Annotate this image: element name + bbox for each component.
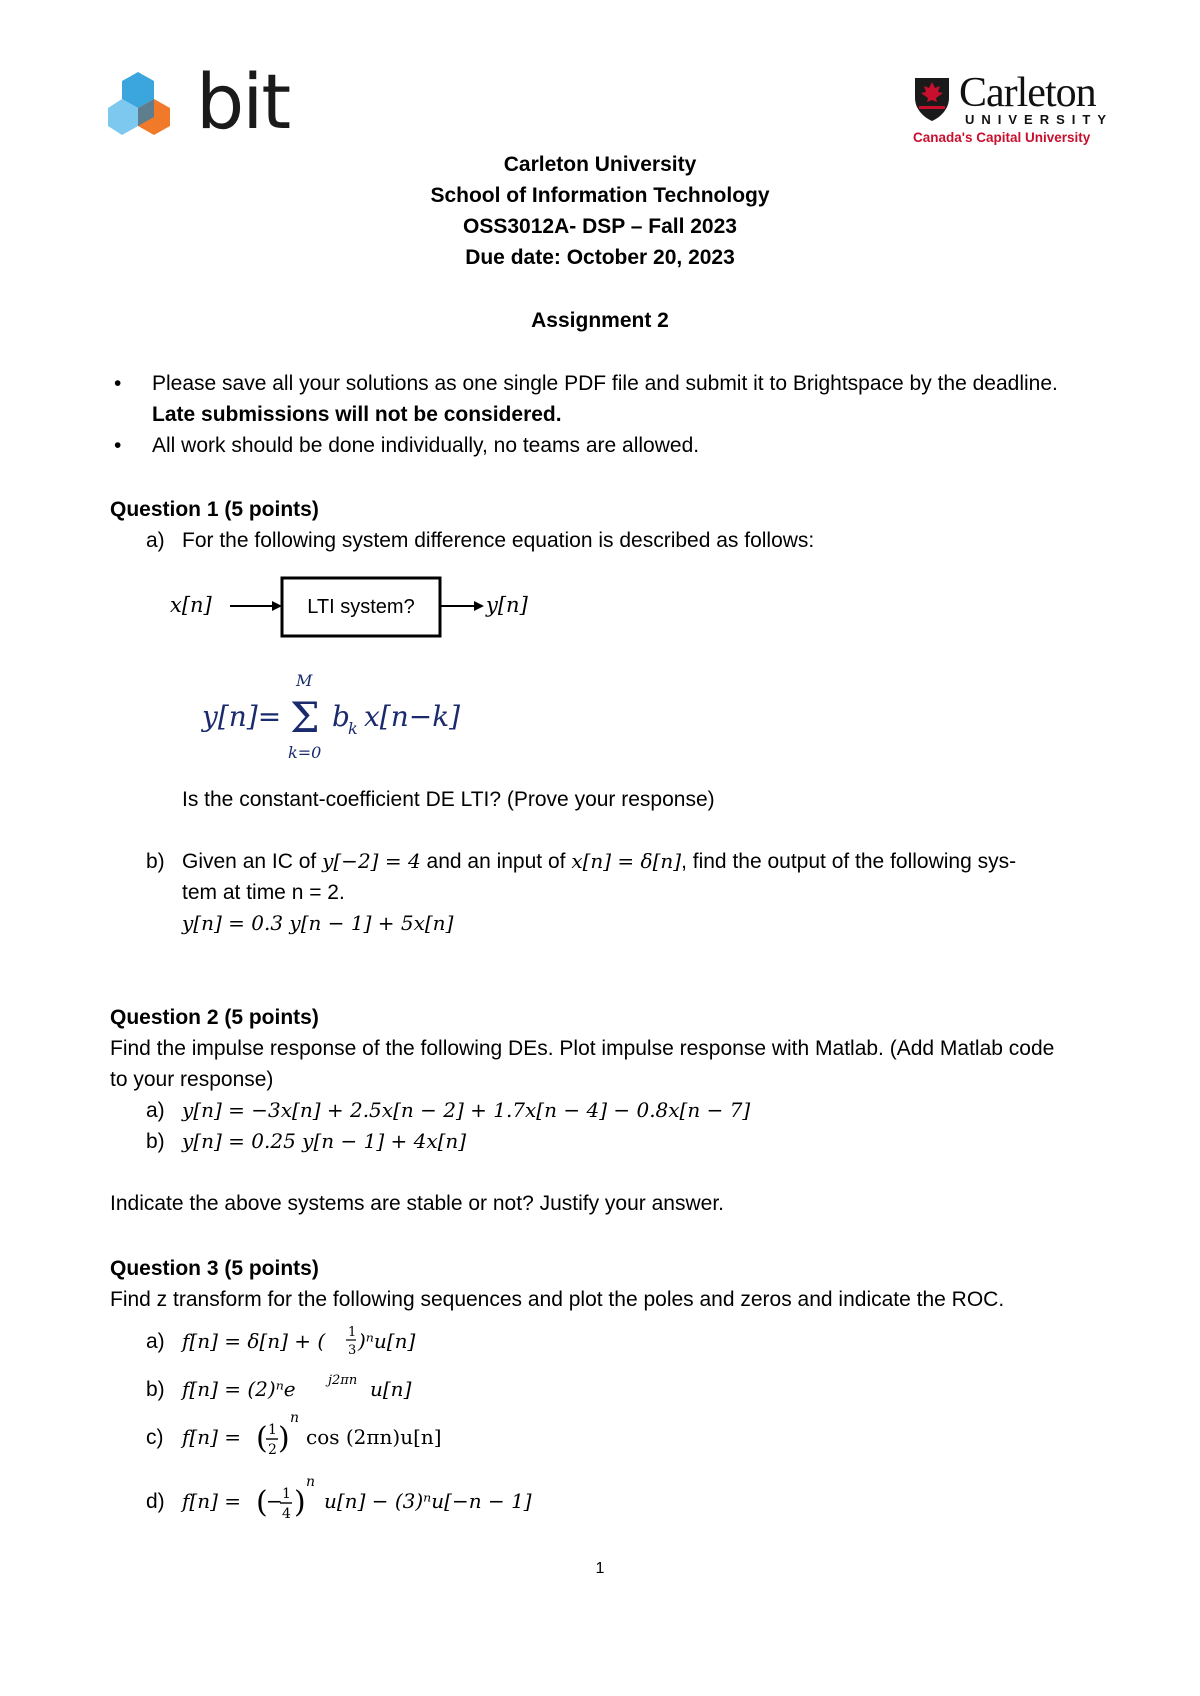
frac-d-den: 4 bbox=[282, 1506, 291, 1522]
part-label: b) bbox=[146, 850, 165, 873]
diagram-box-label: LTI system? bbox=[307, 596, 415, 618]
part-text: , find the output of the following sys- bbox=[681, 850, 1017, 873]
due-date: Due date: October 20, 2023 bbox=[465, 246, 735, 269]
svg-text:(: ( bbox=[256, 1485, 268, 1520]
part-label: b) bbox=[146, 1130, 165, 1153]
frac-a-num: 1 bbox=[348, 1325, 357, 1340]
eq-upper-limit: M bbox=[296, 671, 313, 690]
eq-c-pre: f[n] = bbox=[182, 1425, 242, 1449]
question-1 bbox=[110, 494, 1110, 556]
z-transform-items bbox=[110, 1318, 710, 1548]
instruction-late-note: Late submissions will not be considered. bbox=[152, 403, 562, 426]
power-d: n bbox=[306, 1474, 316, 1490]
eq-coef: b bbox=[332, 700, 350, 733]
instruction-text: Please save all your solutions as one single PDF file and submit it to Brightspace by the deadline. bbox=[152, 372, 1058, 395]
svg-text:): ) bbox=[294, 1485, 306, 1520]
instructions-list bbox=[110, 368, 1110, 461]
power-c: n bbox=[290, 1410, 300, 1426]
stability-question: Indicate the above systems are stable or not? Justify your answer. bbox=[110, 1192, 724, 1215]
eq-a-pre: f[n] = δ[n] + ( bbox=[182, 1329, 326, 1353]
sigma-icon: Σ bbox=[290, 693, 320, 742]
frac-a-den: 3 bbox=[348, 1343, 357, 1358]
eq-a-post: )ⁿu[n] bbox=[358, 1329, 416, 1353]
frac-d-num: 1 bbox=[282, 1486, 291, 1502]
frac-c-num: 1 bbox=[268, 1422, 277, 1438]
diagram-input-label: x[n] bbox=[170, 593, 212, 617]
eq-rhs: x[n−k] bbox=[364, 700, 461, 733]
eq-lower-limit: k=0 bbox=[288, 743, 322, 762]
difference-equation: y[n] = −3x[n] + 2.5x[n − 2] + 1.7x[n − 4] − 0.8x[n − 7] bbox=[182, 1098, 751, 1122]
svg-text:(: ( bbox=[256, 1421, 268, 1456]
bit-logo-text: bit bbox=[196, 57, 290, 146]
eq-c-post: cos (2πn)u[n] bbox=[306, 1425, 442, 1449]
instruction-item: • Please save all your solutions as one single PDF file and submit it to Brightspace by the deadline. Late submissions will not be considered. bbox=[114, 372, 1058, 426]
question-1a-prompt bbox=[110, 784, 1110, 815]
difference-equation: y[n] = 0.3 y[n − 1] + 5x[n] bbox=[182, 911, 454, 935]
diagram-output-label: y[n] bbox=[486, 593, 528, 617]
question-heading: Question 3 (5 points) bbox=[110, 1257, 319, 1280]
part-label: a) bbox=[146, 1330, 165, 1353]
frac-c-den: 2 bbox=[268, 1442, 277, 1458]
university-name: Carleton University bbox=[503, 153, 697, 176]
question-text: Find z transform for the following sequences and plot the poles and zeros and indicate the ROC. bbox=[110, 1288, 1005, 1311]
carleton-logo bbox=[913, 70, 1114, 154]
instruction-item: • All work should be done individually, no teams are allowed. bbox=[114, 434, 700, 457]
part-label: b) bbox=[146, 1378, 165, 1401]
frac-d-sign: − bbox=[266, 1489, 283, 1513]
part-text: For the following system difference equation is described as follows: bbox=[182, 529, 815, 552]
carleton-tagline: Canada's Capital University bbox=[913, 130, 1091, 145]
carleton-wordmark: Carleton bbox=[959, 70, 1096, 116]
eq-b-tail: u[n] bbox=[370, 1377, 412, 1401]
question-2 bbox=[110, 1002, 1110, 1219]
school-name: School of Information Technology bbox=[430, 184, 770, 207]
question-text: Find the impulse response of the following DEs. Plot impulse response with Matlab. (Add Matlab code bbox=[110, 1037, 1055, 1060]
eq-d-post: u[n] − (3)ⁿu[−n − 1] bbox=[324, 1489, 532, 1513]
course-name: OSS3012A- DSP – Fall 2023 bbox=[463, 215, 737, 238]
part-label: a) bbox=[146, 1099, 165, 1122]
eq-lhs: y[n]= bbox=[202, 700, 282, 733]
question-3 bbox=[110, 1253, 1110, 1315]
part-label: d) bbox=[146, 1490, 165, 1513]
part-label: a) bbox=[146, 529, 165, 552]
summation-equation bbox=[200, 668, 500, 764]
input-signal: x[n] = δ[n] bbox=[571, 849, 682, 873]
question-part-b bbox=[110, 846, 1110, 939]
question-heading: Question 2 (5 points) bbox=[110, 1006, 319, 1029]
initial-condition: y[−2] = 4 bbox=[322, 849, 421, 873]
question-text: to your response) bbox=[110, 1068, 274, 1091]
question-part-a bbox=[110, 525, 1110, 556]
eq-d-pre: f[n] = bbox=[182, 1489, 242, 1513]
lti-block-diagram bbox=[160, 570, 560, 640]
eq-coef-sub: k bbox=[348, 719, 358, 738]
eq-b-sup: j2πn bbox=[328, 1373, 358, 1388]
crest-icon bbox=[913, 76, 951, 122]
page-number: 1 bbox=[595, 1560, 605, 1577]
part-text: tem at time n = 2. bbox=[182, 881, 345, 904]
part-text: and an input of bbox=[426, 850, 566, 873]
assignment-title: Assignment 2 bbox=[531, 309, 669, 332]
question-heading: Question 1 (5 points) bbox=[110, 498, 319, 521]
carleton-university-label: UNIVERSITY bbox=[965, 112, 1114, 127]
eq-b: f[n] = (2)ⁿe bbox=[182, 1377, 296, 1401]
difference-equation: y[n] = 0.25 y[n − 1] + 4x[n] bbox=[182, 1129, 467, 1153]
part-label: c) bbox=[146, 1426, 164, 1449]
part-question: Is the constant-coefficient DE LTI? (Prove your response) bbox=[182, 788, 715, 811]
instruction-text: All work should be done individually, no teams are allowed. bbox=[152, 434, 700, 457]
part-text: Given an IC of bbox=[182, 850, 317, 873]
svg-text:): ) bbox=[278, 1421, 290, 1456]
